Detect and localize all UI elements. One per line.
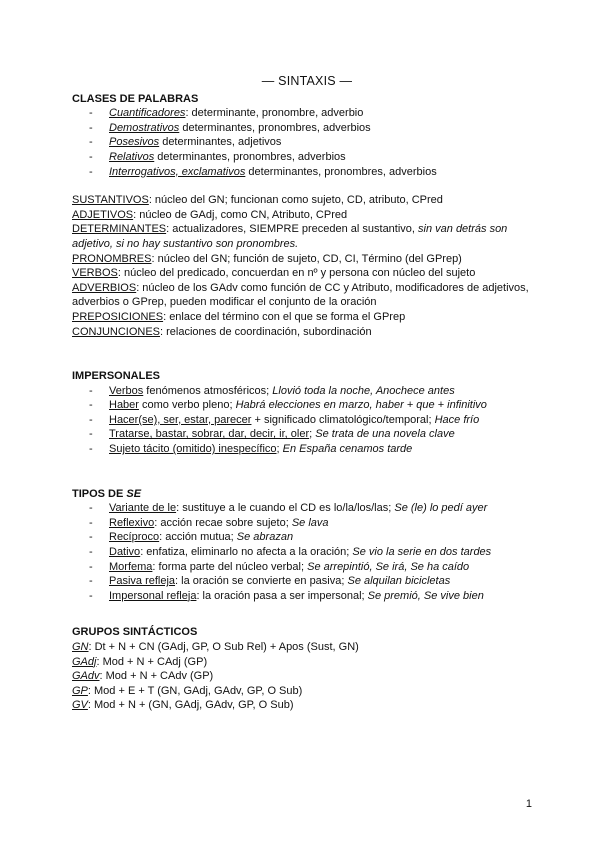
description: fenómenos atmosféricos; [143, 384, 273, 397]
term: SUSTANTIVOS [72, 194, 149, 207]
term: Pasiva refleja [109, 575, 176, 588]
categoria-line [72, 325, 542, 340]
term: CONJUNCIONES [72, 325, 161, 338]
term: Recíproco [109, 531, 160, 544]
categoria-line [72, 281, 542, 310]
list-item [72, 384, 542, 399]
heading-se: SE [126, 487, 142, 500]
categoria-line [72, 222, 542, 251]
description: : núcleo del GN; funcionan como sujeto, CD, atributo, CPred [148, 194, 443, 207]
list-item [72, 516, 542, 531]
example: Se abrazan [236, 531, 294, 544]
description: determinantes, pronombres, adverbios [245, 165, 437, 178]
list-item [72, 413, 542, 428]
page-number: 1 [525, 798, 532, 810]
description: : núcleo de GAdj, como CN, Atributo, CPred [133, 208, 348, 221]
categoria-line [72, 208, 542, 223]
page-title: — SINTAXIS — [261, 74, 353, 88]
description: como verbo pleno; [138, 399, 236, 412]
categoria-line [72, 193, 542, 208]
list-item [72, 121, 542, 136]
categoria-line [72, 252, 542, 267]
description: + significado climatológico/temporal; [251, 413, 435, 426]
term: Verbos [109, 384, 144, 397]
example: Se premió, Se vive bien [367, 589, 484, 602]
example: Se arrepintió, Se irá, Se ha caído [307, 560, 470, 573]
grupo-line [72, 684, 542, 699]
term: ADJETIVOS [72, 208, 134, 221]
term: GN [72, 641, 89, 653]
list-item [72, 150, 542, 165]
term: Reflexivo [109, 516, 155, 529]
term: Impersonal refleja [109, 589, 197, 602]
term: Hacer(se), ser, estar, parecer [109, 413, 252, 426]
term: ADVERBIOS [72, 281, 137, 294]
description: : la oración se convierte en pasiva; [175, 575, 348, 588]
description: : Mod + N + CAdv (GP) [99, 670, 214, 683]
description: : relaciones de coordinación, subordinación [160, 325, 372, 338]
term: Variante de le [109, 502, 177, 515]
term: Dativo [109, 546, 141, 559]
categoria-line [72, 310, 542, 325]
example: Se alquilan bicicletas [347, 575, 451, 588]
section-heading-grupos: GRUPOS SINTÁCTICOS [72, 626, 198, 639]
description: : Mod + N + CAdj (GP) [96, 655, 208, 668]
list-item [72, 574, 542, 589]
term: Tratarse, bastar, sobrar, dar, decir, ir, oler [109, 428, 310, 441]
term: PREPOSICIONES [72, 310, 164, 323]
term: PRONOMBRES [72, 252, 152, 265]
description: ; [309, 428, 316, 441]
example: Se (le) lo pedí ayer [394, 502, 488, 515]
list-item [72, 560, 542, 575]
description: : Mod + N + (GN, GAdj, GAdv, GP, O Sub) [87, 699, 294, 712]
list-item [72, 501, 542, 516]
term: Relativos [109, 150, 155, 163]
example: Habrá elecciones en marzo, haber + que + infinitivo [235, 399, 487, 412]
description: determinantes, pronombres, adverbios [154, 150, 346, 163]
example: Hace frío [434, 413, 480, 426]
term: GAdj [72, 655, 97, 668]
description: : Dt + N + CN (GAdj, GP, O Sub Rel) + Apos (Sust, GN) [88, 641, 359, 653]
heading-text: TIPOS DE [72, 487, 127, 500]
term: GP [72, 684, 88, 697]
term: GV [72, 699, 88, 712]
term: Haber [109, 399, 139, 412]
term: Morfema [109, 560, 153, 573]
term: GAdv [72, 670, 100, 683]
list-item [72, 135, 542, 150]
section-heading-impersonales: IMPERSONALES [72, 370, 161, 383]
description: : acción recae sobre sujeto; [154, 516, 292, 529]
description: : actualizadores, SIEMPRE preceden al sustantivo, [166, 223, 419, 236]
section-heading-tipos-se [72, 487, 542, 502]
description: : la oración pasa a ser impersonal; [196, 589, 368, 602]
description: : núcleo del predicado, concuerdan en nº y persona con núcleo del sujeto [117, 267, 476, 280]
document-page [72, 74, 542, 713]
term: Cuantificadores [109, 107, 186, 120]
example: Llovió toda la noche, Anochece antes [272, 384, 455, 397]
grupo-line [72, 655, 542, 670]
grupo-line [72, 698, 542, 713]
example: Se vio la serie en dos tardes [352, 546, 492, 559]
description: : núcleo de los GAdv como función de CC y Atributo, modificadores de adjetivos, adverbios o GPrep, pueden modificar el conjunto de la oración [72, 281, 529, 309]
term: Interrogativos, exclamativos [109, 165, 246, 178]
list-item [72, 427, 542, 442]
example: Se lava [291, 516, 329, 529]
list-item [72, 398, 542, 413]
term: DETERMINANTES [72, 223, 167, 236]
grupo-line [72, 640, 542, 655]
list-item [72, 442, 542, 457]
description: : núcleo del GN; función de sujeto, CD, CI, Término (del GPrep) [151, 252, 462, 265]
description: determinantes, pronombres, adverbios [179, 121, 371, 134]
description: determinantes, adjetivos [159, 136, 282, 149]
example: sin van detrás son adjetivo, si no hay sustantivo son pronombres. [72, 223, 508, 250]
grupos-block [72, 640, 542, 713]
clases-list [72, 106, 542, 179]
description: : determinante, pronombre, adverbio [185, 107, 364, 120]
description: : forma parte del núcleo verbal; [152, 560, 308, 573]
description: ; [276, 443, 283, 456]
list-item [72, 589, 542, 604]
description: : acción mutua; [159, 531, 237, 544]
list-item [72, 165, 542, 180]
categoria-line [72, 266, 542, 281]
example: Se trata de una novela clave [315, 428, 455, 441]
term: Sujeto tácito (omitido) inespecífico [109, 443, 277, 456]
tipos-se-list [72, 501, 542, 603]
impersonales-list [72, 384, 542, 457]
example: En España cenamos tarde [282, 443, 413, 456]
description: : enfatiza, eliminarlo no afecta a la oración; [140, 546, 353, 559]
list-item [72, 545, 542, 560]
description: : enlace del término con el que se forma el GPrep [163, 310, 406, 323]
list-item [72, 106, 542, 121]
description: : sustituye a le cuando el CD es lo/la/los/las; [176, 502, 395, 515]
list-item [72, 530, 542, 545]
section-heading-clases: CLASES DE PALABRAS [72, 92, 199, 105]
description: : Mod + E + T (GN, GAdj, GAdv, GP, O Sub) [87, 684, 303, 697]
categorias-block [72, 193, 542, 339]
term: VERBOS [72, 267, 118, 280]
grupo-line [72, 669, 542, 684]
term: Demostrativos [109, 121, 180, 134]
term: Posesivos [109, 136, 160, 149]
